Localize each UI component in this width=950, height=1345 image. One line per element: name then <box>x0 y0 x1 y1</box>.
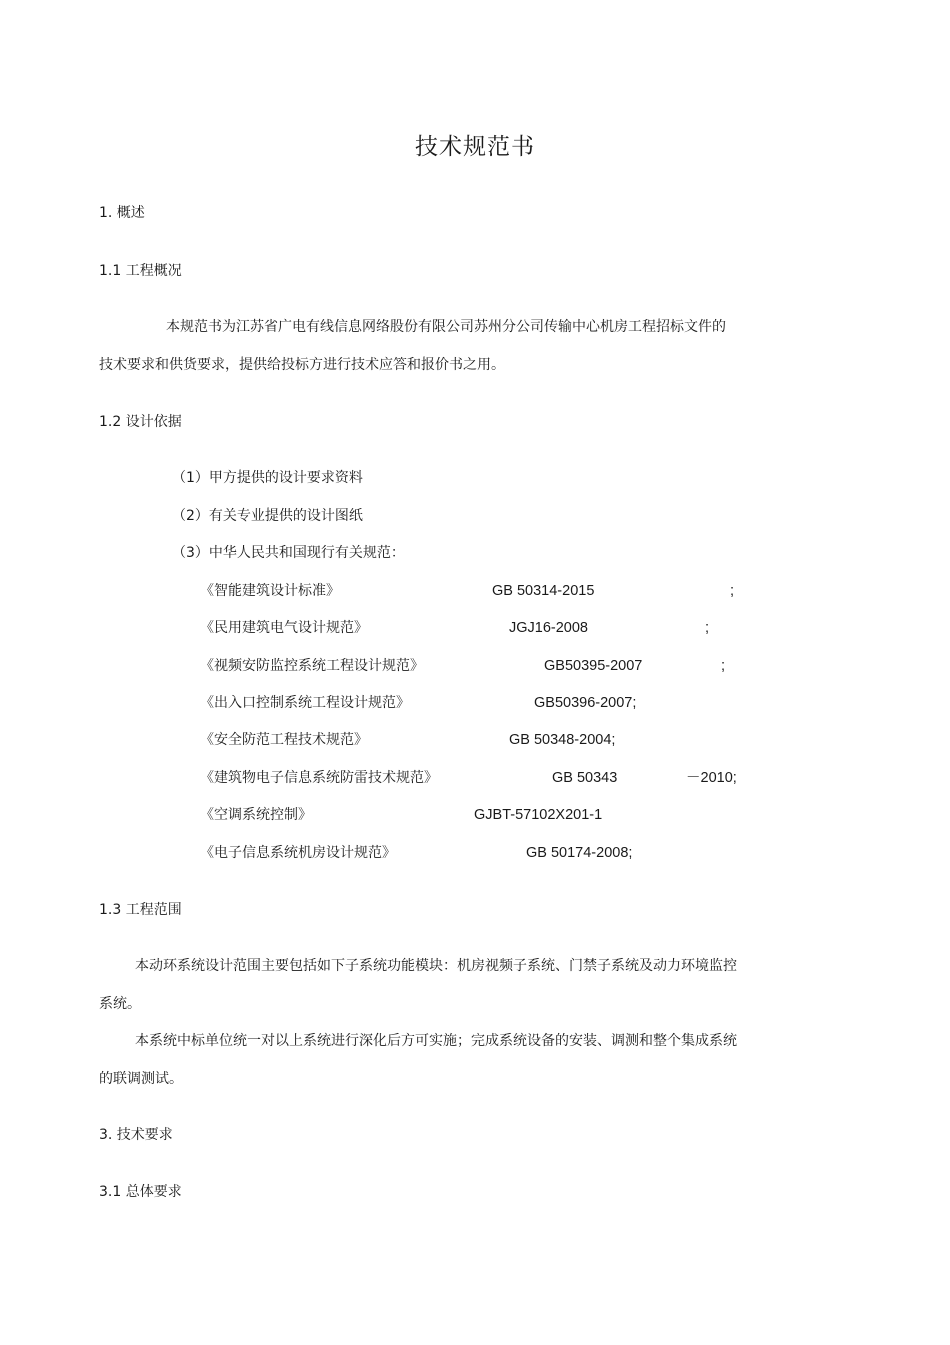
standard-name: 《安全防范工程技术规范》 <box>200 732 368 748</box>
standard-code: JGJ16-2008 <box>509 620 588 636</box>
section-heading-3: 3. 技术要求 <box>99 1127 173 1143</box>
section-heading-1-3: 1.3 工程范围 <box>99 902 182 918</box>
standard-end: ; <box>721 658 726 674</box>
standard-code: GB 50348-2004; <box>509 732 616 748</box>
standard-code: GJBT-57102X201-1 <box>474 807 603 823</box>
standard-name: 《出入口控制系统工程设计规范》 <box>200 695 410 711</box>
standard-name: 《智能建筑设计标准》 <box>200 583 340 599</box>
basis-item-3: （3）中华人民共和国现行有关规范： <box>172 545 405 561</box>
section-heading-1: 1. 概述 <box>99 205 145 221</box>
standard-name: 《电子信息系统机房设计规范》 <box>200 845 396 861</box>
standard-name: 《建筑物电子信息系统防雷技术规范》 <box>200 770 438 786</box>
standard-end: ; <box>705 620 710 636</box>
standard-code: GB 50314-2015 <box>492 583 595 599</box>
standard-code: GB50395-2007 <box>544 658 643 674</box>
standard-end: －2010; <box>686 770 737 786</box>
document-title: 技术规范书 <box>415 134 535 160</box>
basis-item-2: （2）有关专业提供的设计图纸 <box>172 508 363 524</box>
standard-end: ; <box>730 583 735 599</box>
standard-name: 《民用建筑电气设计规范》 <box>200 620 368 636</box>
standard-code: GB 50343 <box>552 770 618 786</box>
section-heading-1-1: 1.1 工程概况 <box>99 263 182 279</box>
paragraph-scope-line-1: 本动环系统设计范围主要包括如下子系统功能模块：机房视频子系统、门禁子系统及动力环境监控 <box>135 958 737 974</box>
paragraph-implementation-line-2: 的联调测试。 <box>99 1071 183 1087</box>
basis-item-1: （1）甲方提供的设计要求资料 <box>172 470 363 486</box>
section-heading-3-1: 3.1 总体要求 <box>99 1184 182 1200</box>
standard-code: GB50396-2007; <box>534 695 637 711</box>
standard-name: 《空调系统控制》 <box>200 807 312 823</box>
paragraph-overview-line-2: 技术要求和供货要求，提供给投标方进行技术应答和报价书之用。 <box>99 357 505 373</box>
section-heading-1-2: 1.2 设计依据 <box>99 414 182 430</box>
paragraph-implementation-line-1: 本系统中标单位统一对以上系统进行深化后方可实施；完成系统设备的安装、调测和整个集成系统 <box>135 1033 737 1049</box>
standard-code: GB 50174-2008; <box>526 845 633 861</box>
paragraph-overview-line-1: 本规范书为江苏省广电有线信息网络股份有限公司苏州分公司传输中心机房工程招标文件的 <box>166 319 726 335</box>
standard-name: 《视频安防监控系统工程设计规范》 <box>200 658 424 674</box>
paragraph-scope-line-2: 系统。 <box>99 996 141 1012</box>
